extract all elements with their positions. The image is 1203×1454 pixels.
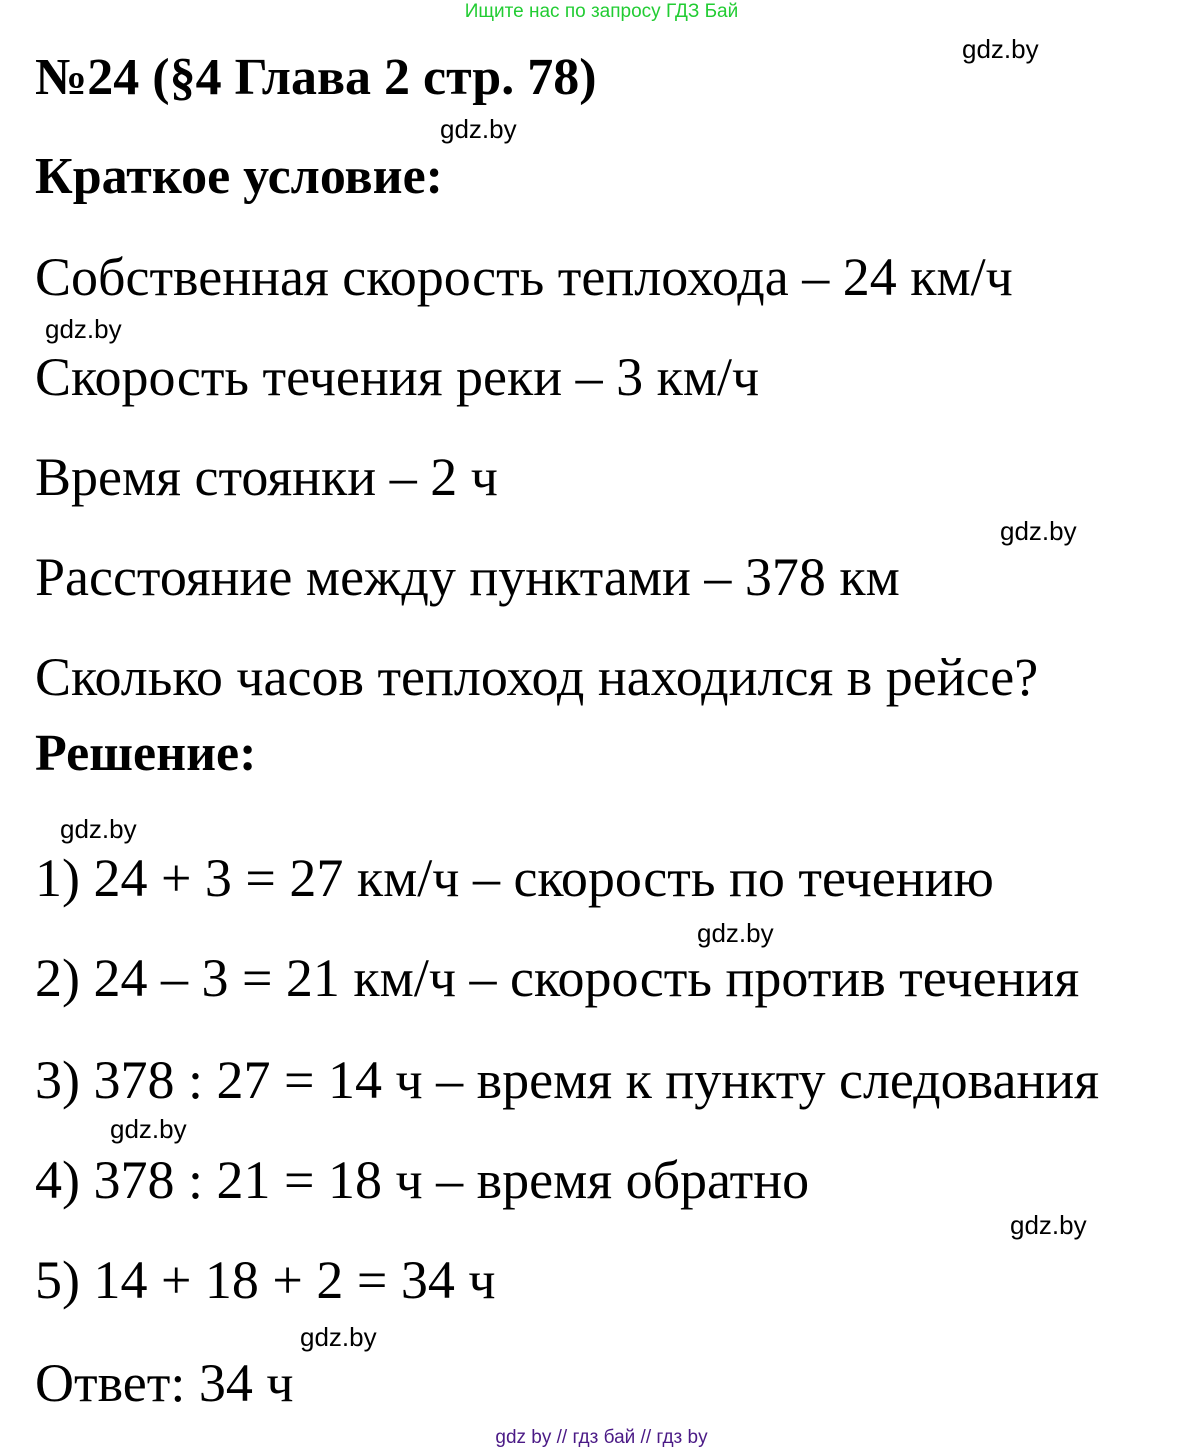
watermark: gdz.by [45,314,122,344]
condition-line: Расстояние между пунктами – 378 км [35,547,900,607]
watermark: gdz.by [300,1322,377,1352]
condition-line: Время стоянки – 2 ч [35,447,498,507]
condition-question: Сколько часов теплоход находился в рейсе? [35,647,1039,707]
condition-line: Собственная скорость теплохода – 24 км/ч [35,247,1013,307]
solution-step: 3) 378 : 27 = 14 ч – время к пункту следования [35,1050,1100,1110]
watermark: gdz.by [1010,1210,1087,1240]
page-title: №24 (§4 Глава 2 стр. 78) [35,49,597,106]
solution-step: 1) 24 + 3 = 27 км/ч – скорость по течению [35,848,994,908]
solution-step: 4) 378 : 21 = 18 ч – время обратно [35,1150,810,1210]
solution-heading: Решение: [35,725,257,782]
answer: Ответ: 34 ч [35,1353,294,1413]
footer-banner[interactable]: gdz by // гдз бай // гдз by [495,1427,708,1448]
watermark: gdz.by [1000,516,1077,546]
solution-step: 5) 14 + 18 + 2 = 34 ч [35,1250,496,1310]
watermark: gdz.by [440,114,517,144]
solution-step: 2) 24 – 3 = 21 км/ч – скорость против течения [35,948,1080,1008]
watermark: gdz.by [60,814,137,844]
watermark: gdz.by [110,1114,187,1144]
condition-heading: Краткое условие: [35,148,443,205]
watermark: gdz.by [962,34,1039,64]
header-banner[interactable]: Ищите нас по запросу ГДЗ Бай [464,1,739,22]
watermark: gdz.by [697,918,774,948]
condition-line: Скорость течения реки – 3 км/ч [35,347,760,407]
